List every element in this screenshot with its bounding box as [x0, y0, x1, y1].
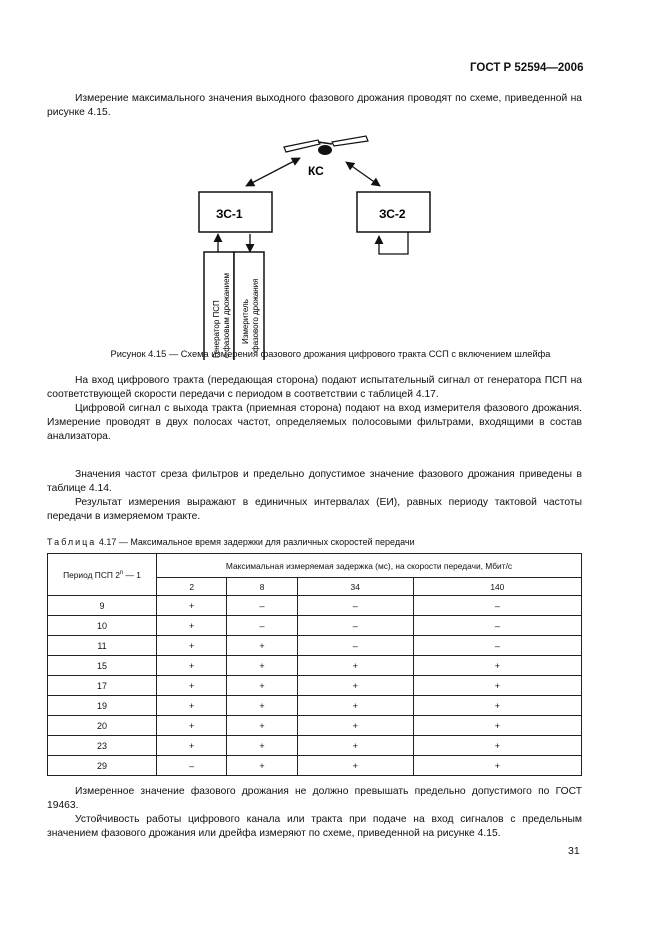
delay-cell: + — [227, 636, 297, 656]
table-caption-label: Таблица — [47, 537, 97, 547]
generator-label-1: Генератор ПСП — [212, 300, 221, 358]
delay-cell: + — [157, 676, 227, 696]
table-row — [48, 716, 582, 736]
delay-cell: + — [413, 716, 581, 736]
period-cell: 9 — [48, 596, 157, 616]
period-cell: 17 — [48, 676, 157, 696]
delay-cell: + — [297, 676, 413, 696]
delay-cell: + — [297, 736, 413, 756]
figure-caption: Рисунок 4.15 — Схема измерения фазового дрожания цифрового тракта ССП с включением шлейфа — [110, 349, 551, 359]
delay-cell: – — [297, 636, 413, 656]
delay-table — [47, 553, 582, 776]
speed-header: 2 — [157, 578, 227, 596]
delay-cell: + — [413, 696, 581, 716]
delay-cell: + — [297, 696, 413, 716]
delay-cell: – — [297, 596, 413, 616]
period-cell: 20 — [48, 716, 157, 736]
loopback-line — [379, 232, 408, 254]
delay-cell: – — [227, 596, 297, 616]
delay-cell: + — [413, 736, 581, 756]
table-row — [48, 736, 582, 756]
table-body — [48, 596, 582, 776]
period-cell: 23 — [48, 736, 157, 756]
table-caption-text: 4.17 — Максимальное время задержки для различных скоростей передачи — [98, 537, 415, 547]
measurement-diagram — [0, 0, 661, 360]
delay-cell: + — [157, 636, 227, 656]
delay-cell: + — [157, 616, 227, 636]
delay-cell: + — [157, 736, 227, 756]
document-header: ГОСТ Р 52594—2006 — [470, 62, 584, 74]
delay-cell: + — [227, 716, 297, 736]
closing-paragraph-1: Измеренное значение фазового дрожания не должно превышать предельно допустимого по ГОСТ 19463. — [47, 786, 582, 812]
delay-cell: + — [157, 596, 227, 616]
delay-cell: + — [227, 676, 297, 696]
meter-label-2: фазового дрожания — [251, 278, 260, 352]
delay-cell: – — [413, 636, 581, 656]
period-cell: 10 — [48, 616, 157, 636]
delay-cell: + — [227, 696, 297, 716]
table-row — [48, 676, 582, 696]
speed-header: 140 — [413, 578, 581, 596]
table-row — [48, 596, 582, 616]
paragraph-3: Значения частот среза фильтров и предельно допустимое значение фазового дрожания приведены в таблице 4.14. — [47, 469, 582, 495]
period-cell: 15 — [48, 656, 157, 676]
delay-cell: – — [157, 756, 227, 776]
delay-cell: – — [227, 616, 297, 636]
delay-cell: – — [413, 616, 581, 636]
intro-paragraph: Измерение максимального значения выходного фазового дрожания проводят по схеме, приведенной на рисунке 4.15. — [47, 93, 582, 119]
paragraph-4: Результат измерения выражают в единичных интервалах (ЕИ), равных периоду тактовой частоты передачи в измеряемом тракте. — [47, 497, 582, 523]
table-row — [48, 616, 582, 636]
satellite-label: КС — [308, 164, 324, 178]
paragraph-1: На вход цифрового тракта (передающая сторона) подают испытательный сигнал от генератора ПСП на соответствующей скорости передачи с периодом в соответствии с таблицей 4.17. — [47, 375, 582, 401]
closing-paragraph-2: Устойчивость работы цифрового канала или тракта при подаче на вход сигналов с предельным значением фазового дрожания или дрейфа измеряют по схеме, приведенной на рисунке 4.15. — [47, 814, 582, 840]
uplink-arrow-2 — [346, 162, 380, 186]
table-caption — [47, 537, 415, 547]
delay-cell: + — [413, 656, 581, 676]
table-row — [48, 656, 582, 676]
delay-cell: + — [157, 696, 227, 716]
generator-label-2: с фазовым дрожанием — [222, 272, 231, 358]
period-header: Период ПСП 2$^n$ — 1 — [48, 554, 157, 596]
table-row — [48, 696, 582, 716]
station-1-label: ЗС-1 — [216, 207, 243, 221]
delay-cell: – — [297, 616, 413, 636]
page-number: 31 — [568, 845, 580, 857]
period-cell: 11 — [48, 636, 157, 656]
period-cell: 29 — [48, 756, 157, 776]
meter-label-1: Измеритель — [241, 299, 250, 344]
delay-cell: + — [227, 656, 297, 676]
delay-cell: + — [413, 756, 581, 776]
satellite-icon — [284, 136, 368, 155]
delay-cell: + — [157, 656, 227, 676]
period-cell: 19 — [48, 696, 157, 716]
delay-cell: + — [413, 676, 581, 696]
delay-cell: + — [227, 756, 297, 776]
speed-header: 8 — [227, 578, 297, 596]
delay-cell: + — [297, 756, 413, 776]
paragraph-2: Цифровой сигнал с выхода тракта (приемная сторона) подают на вход измерителя фазового дрожания. Измерение проводят в двух полосах частот, определяемых полосовыми фильтрами, входящими в состав анализатора. — [47, 403, 582, 443]
uplink-arrow-1 — [246, 158, 300, 186]
delay-cell: – — [413, 596, 581, 616]
table-row — [48, 636, 582, 656]
speed-header: 34 — [297, 578, 413, 596]
delay-cell: + — [227, 736, 297, 756]
delay-cell: + — [297, 656, 413, 676]
delay-cell: + — [157, 716, 227, 736]
table-row — [48, 756, 582, 776]
station-2-label: ЗС-2 — [379, 207, 406, 221]
delay-header: Максимальная измеряемая задержка (мс), на скорости передачи, Мбит/с — [157, 554, 582, 578]
delay-cell: + — [297, 716, 413, 736]
